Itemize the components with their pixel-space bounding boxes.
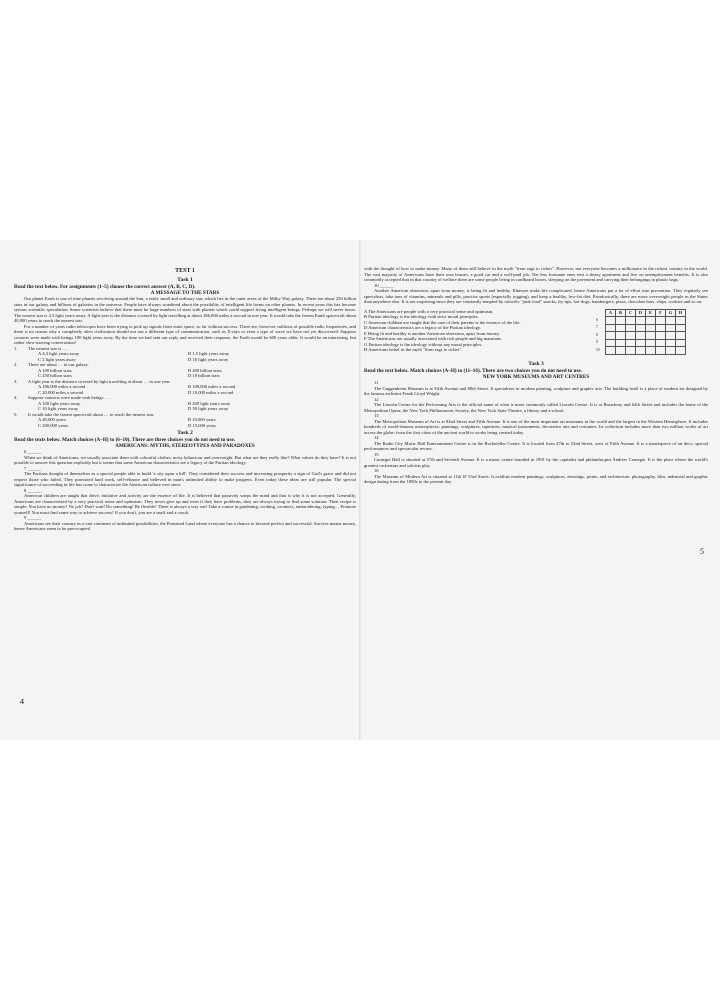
item-number: 12 — [374, 396, 379, 402]
task3-paragraph: The Lincoln Centre for the Performing Arts is the official name of what is more commonly called Lincoln Centre. It is at Broadway and 64th Street and includes the home of the Metropolitan Opera, the New York Philharmonic Society, the New York State Theatre, a library and a school. — [364, 402, 708, 413]
task2-instruction: Read the texts below. Match choices (A–H) to (6–10). There are three choices you do not need to use. — [14, 437, 236, 443]
question-number: 3. — [14, 378, 18, 384]
grid-row-label: 7 — [596, 325, 598, 330]
answer-cell[interactable] — [636, 347, 646, 355]
answer-cell[interactable] — [656, 324, 666, 332]
option-b: B 100,000 miles a second — [188, 384, 236, 389]
item-number: 11 — [374, 380, 379, 386]
grid-col-header: B — [616, 309, 626, 317]
book-gutter — [359, 240, 361, 740]
answer-blank-8: 8 ______ — [24, 487, 42, 493]
item-number: 16 — [374, 468, 379, 474]
option-d: D 10,000 miles a second — [188, 389, 234, 395]
grid-row-label: 10 — [596, 348, 600, 353]
grid-row — [596, 317, 686, 325]
choice-f: F The Americans are usually associated with rich people and big mansions. — [364, 336, 503, 341]
question-text: The nearest star is … — [28, 345, 68, 351]
grid-col-header: G — [666, 309, 676, 317]
task3-paragraph: The Museum of Modern Art is situated at 11th W 53rd Street. It exhibits modern paintings, sculptures, drawings, prints, and architecture, photography, film, industrial and graphic design dating from the 1880s to the present day. — [364, 473, 708, 485]
question-number: 1. — [14, 345, 18, 351]
answer-cell[interactable] — [646, 332, 656, 340]
item-number: 14 — [374, 435, 379, 441]
option-d: D 50 light years away — [188, 406, 229, 411]
question-number: 2. — [14, 362, 18, 367]
task3-paragraph: The Radio City Music Hall Entertainment Centre is in the Rockefeller Centre. It is located from 47th to 52nd Street, west of Fifth Avenue. It is a masterpiece of art deco, special performances and spectacular revues. — [364, 440, 708, 452]
choice-c: C American children are taught that the care of their parents is the essence of the life. — [364, 319, 521, 325]
answer-cell[interactable] — [636, 332, 646, 340]
answer-cell[interactable] — [646, 317, 656, 325]
answer-cell[interactable] — [656, 339, 666, 347]
task3-paragraph: The Metropolitan Museum of Art is at 82nd Street and Fifth Avenue. It is one of the most important art museums in the world and the largest in the Western Hemisphere. It includes hundreds of world-famous masterpieces: paintings, sculptures, tapestries, musical instruments, decorative arts and costumes. Its collection includes more than two million works of art across the globe: from the first cities of the ancient world to works being created today. — [364, 418, 708, 435]
option-d: D 10 billion stars — [188, 373, 220, 378]
answer-cell[interactable] — [646, 339, 656, 347]
answer-cell[interactable] — [636, 339, 646, 347]
option-c: C 10 light years away — [38, 406, 79, 411]
answer-blank-10: 10 ______ — [374, 282, 394, 288]
option-d: D 10 light years away — [188, 356, 229, 362]
question-5 — [14, 412, 356, 429]
grid-col-header: E — [646, 309, 656, 317]
answer-cell[interactable] — [676, 317, 686, 325]
answer-cell[interactable] — [606, 332, 616, 340]
answer-cell[interactable] — [616, 332, 626, 340]
answer-blank-6: 6 ______ — [24, 449, 42, 454]
choice-a: A The Americans are people with a very practical sense and optimism. — [364, 308, 494, 314]
answer-cell[interactable] — [646, 324, 656, 332]
grid-row — [596, 324, 686, 332]
question-text: There are about … in our galaxy. — [28, 362, 89, 367]
choice-h: H Americans belief in the myth "from rags to riches". — [364, 347, 463, 352]
task3-paragraph: Carnegie Hall is situated at 57th and Seventh Avenue. It is a music centre founded in 1891 by the capitalist and philanthropist Andrew Carnegie. It is the place where the world's greatest orchestras and soloists play. — [364, 457, 708, 468]
option-a: A 4,3 light years away — [38, 351, 80, 356]
question-4 — [14, 395, 356, 412]
left-page — [14, 240, 356, 740]
answer-cell[interactable] — [626, 332, 636, 340]
answer-cell[interactable] — [616, 347, 626, 355]
task2-heading: Task 2 — [177, 430, 193, 436]
question-text: A light year is the distance covered by light travelling at about … in one year. — [28, 378, 171, 384]
answer-grid — [596, 309, 686, 356]
answer-blank-9: 9 ______ — [24, 515, 42, 520]
task2-continuation: with the thought of how to make money. Many of them still believe in the myth "from rags to riches". However, not everyone becomes a millionaire in the richest country in the world. The vast majority of Americans have their own houses, a good car and a well-paid job. The less fortunate ones rent a sleazy apartment and live on unemployment benefits. It is also commonly accepted that in that country of welfare there are some people living in cardboard boxes, sleeping on the pavement and carrying their belongings in plastic bags. — [364, 266, 708, 282]
answer-cell[interactable] — [616, 339, 626, 347]
answer-cell[interactable] — [676, 332, 686, 340]
option-a: A 100 light years away — [38, 400, 81, 406]
option-a: A 100 billion stars — [38, 367, 72, 373]
book-spread — [0, 240, 720, 740]
choice-b: B Puritan ideology is the ideology with strict moral principles. — [364, 314, 479, 319]
task3-instruction: Read the text below. Match choices (A–H) to (11–16). There are two choices you do not need to use. — [364, 368, 582, 375]
grid-row-label: 6 — [596, 317, 598, 322]
answer-cell[interactable] — [626, 347, 636, 355]
right-page — [364, 240, 708, 740]
task1-questions — [14, 346, 356, 429]
option-b: B 200 light years away — [188, 400, 231, 406]
answer-cell[interactable] — [606, 347, 616, 355]
answer-cell[interactable] — [606, 339, 616, 347]
task2-paragraph: Another American obsession, apart from money, is being fit and healthy. Illnesses make life complicated, hence Americans put a lot of effort into prevention. They regularly see specialists, take tons of vitamins, minerals and pills, practise sports (especially jogging), and keep a healthy, low-fat diet. Paradoxically, there are more overweight people in the States than anywhere else. It is not surprising since they are constantly tempted by calorific "junk food" snacks, fry-ups, hot-dogs, hamburgers, pizza, chocolate bars, chips, cookies and so on. — [364, 288, 708, 304]
answer-cell[interactable] — [676, 339, 686, 347]
choice-e: E Being fit and healthy is another American obsession, apart from money. — [364, 330, 500, 336]
item-number: 13 — [374, 413, 379, 419]
question-3 — [14, 379, 356, 396]
answer-cell[interactable] — [636, 324, 646, 332]
choices-list — [364, 309, 554, 356]
answer-cell[interactable] — [626, 317, 636, 325]
answer-cell[interactable] — [656, 317, 666, 325]
question-number: 4. — [14, 395, 18, 400]
question-2 — [14, 362, 356, 379]
option-c: C 250 billion stars — [38, 373, 72, 378]
task3-heading: Task 3 — [528, 361, 544, 368]
grid-col-header: F — [656, 309, 666, 317]
task2-paragraph: Americans see their country as a vast continent of unlimited possibilities, the Promised Land where everyone has a chance to become perfect and successful. Success means money, hence Americans seem to be preoccupied — [14, 520, 356, 531]
option-c: C 20,000 miles a second — [38, 389, 84, 395]
answer-blank-7: 7 ______ — [24, 465, 42, 471]
question-number: 5. — [14, 411, 18, 417]
question-text: It would take the fastest spacecraft about … to reach the nearest star. — [28, 411, 155, 417]
task3-article-title: NEW YORK MUSEUMS AND ART CENTRES — [482, 374, 590, 381]
grid-row — [596, 332, 686, 340]
answer-cell[interactable] — [676, 347, 686, 355]
task2-paragraph: The Puritans thought of themselves as a special people able to build 'a city upon a hill'. They considered their success and increasing prosperity a sign of God's grace and did not respect those who failed. They promoted hard work, self-reliance and believed in man's unlimited ability to make progress. Even today these ideas are still popular. The special significance of succeeding in life has come to characterize the American culture ever since. — [14, 471, 356, 487]
grid-col-header: A — [606, 309, 616, 317]
answer-cell[interactable] — [626, 324, 636, 332]
option-b: B 10,000 years — [188, 417, 216, 422]
answer-cell[interactable] — [656, 347, 666, 355]
answer-cell[interactable] — [616, 317, 626, 325]
choice-g: G Puritan ideology is the ideology without any moral principles. — [364, 341, 483, 347]
grid-row — [596, 347, 686, 355]
option-b: B 200 billion stars — [188, 367, 222, 373]
task2-paragraph: When we think of Americans, we usually associate them with colourful clothes, noisy behaviour and overweight. But what are they really like? What values do they have? It is not possible to answer this question explicitly but it seems that some American characteristics are a legacy of the Puritan ideology. — [14, 454, 356, 465]
task1-heading: Task 1 — [177, 277, 193, 283]
answer-cell[interactable] — [676, 324, 686, 332]
task1-paragraph: For a number of years radio telescopes have been trying to pick up signals from outer space, so far without success. There are, however, millions of possible radio frequencies, and there is no reason why a completely alien civilization should not use a different type of communication, such as X-rays or even a type of wave we have not yet discovered. Suppose contacts were made with beings 100 light years away. By the time we had sent our reply and received their response, the Earth would be 600 years older. It would be an interesting, but rather slow-moving conversation! — [14, 323, 356, 345]
task2-matching — [364, 309, 708, 356]
answer-cell[interactable] — [666, 347, 676, 355]
answer-cell[interactable] — [666, 339, 676, 347]
answer-cell[interactable] — [666, 317, 676, 325]
answer-cell[interactable] — [616, 324, 626, 332]
option-c: C 2 light years away — [38, 356, 76, 362]
question-1 — [14, 346, 356, 363]
grid-col-header: C — [626, 309, 636, 317]
task1-article-title: A MESSAGE TO THE STARS — [150, 290, 220, 296]
option-d: D 15,000 years — [188, 422, 216, 428]
option-a: A 40,000 years — [38, 417, 66, 422]
grid-row-label: 8 — [596, 332, 598, 337]
option-a: A 186,000 miles a second — [38, 384, 86, 389]
test-title: TEST 1 — [175, 268, 195, 274]
grid-corner — [596, 309, 606, 317]
answer-cell[interactable] — [666, 324, 676, 332]
task3-paragraph: The Guggenheim Museum is at Fifth Avenue and 89th Street. It specializes in modern painting, sculpture and graphic arts. The building itself is a place of modern art designed by the famous architect Frank Lloyd Wright. — [364, 385, 708, 397]
option-b: B 1,5 light years away — [188, 351, 230, 356]
answer-cell[interactable] — [656, 332, 666, 340]
choice-d: D American characteristics are a legacy of the Puritan ideology. — [364, 325, 482, 330]
task1-instruction: Read the text below. For assignments (1–5) choose the correct answer (A, B, C, D). — [14, 284, 196, 290]
page-number-right: 5 — [700, 547, 704, 556]
answer-cell[interactable] — [606, 324, 616, 332]
grid-row-label: 9 — [596, 340, 598, 345]
answer-cell[interactable] — [666, 332, 676, 340]
task2-paragraph: American children are taught that drive, initiative and activity are the essence of life. It is believed that passivity warps the mind and that is why it is not accepted. Generally, Americans are characterized by a very practical sense and optimism. They never give up and even if they have problems, they are always trying to find some solution. Their recipe is simple: You have no money? No job? Don't wait! Do something! Be flexible! There is always a way out! Take a course in gardening, cooking, ceramics, embroidering, typing… Promote yourself! You must find some way to achieve success! If you don't, you are a snaff and a crook. — [14, 493, 356, 515]
question-text: Suppose contacts were made with beings … . — [28, 395, 112, 400]
option-c: C 200,000 years — [38, 422, 68, 428]
answer-cell[interactable] — [636, 317, 646, 325]
answer-cell[interactable] — [646, 347, 656, 355]
answer-cell[interactable] — [626, 339, 636, 347]
grid-row — [596, 339, 686, 347]
task2-article-title: AMERICANS: MYTHS, STEREOTYPES AND PARADOXES — [115, 443, 255, 449]
item-number: 15 — [374, 451, 379, 457]
grid-col-header: H — [676, 309, 686, 317]
page-number-left: 4 — [20, 697, 24, 706]
task1-paragraph: Our planet Earth is one of nine planets revolving around the Sun, a fairly small and ordinary star, which lies in the outer areas of the Milky Way galaxy. There are about 250 billion stars in our galaxy and billions of galaxies in the universe. People have always wondered about the possibility of intelligent life forms on other planets. In recent years this has become serious scientific speculation. Some scientists believe that there must be large numbers of stars with planets which could support living intelligent beings. Perhaps we will never know. The nearest star is 4,3 light years away. A light year is the distance covered by light travelling at about 186,000 miles a second in one year. It would take the fastest Earth spacecraft about 40,000 years to reach the nearest star. — [14, 296, 356, 323]
answer-cell[interactable] — [606, 317, 616, 325]
grid-col-header: D — [636, 309, 646, 317]
